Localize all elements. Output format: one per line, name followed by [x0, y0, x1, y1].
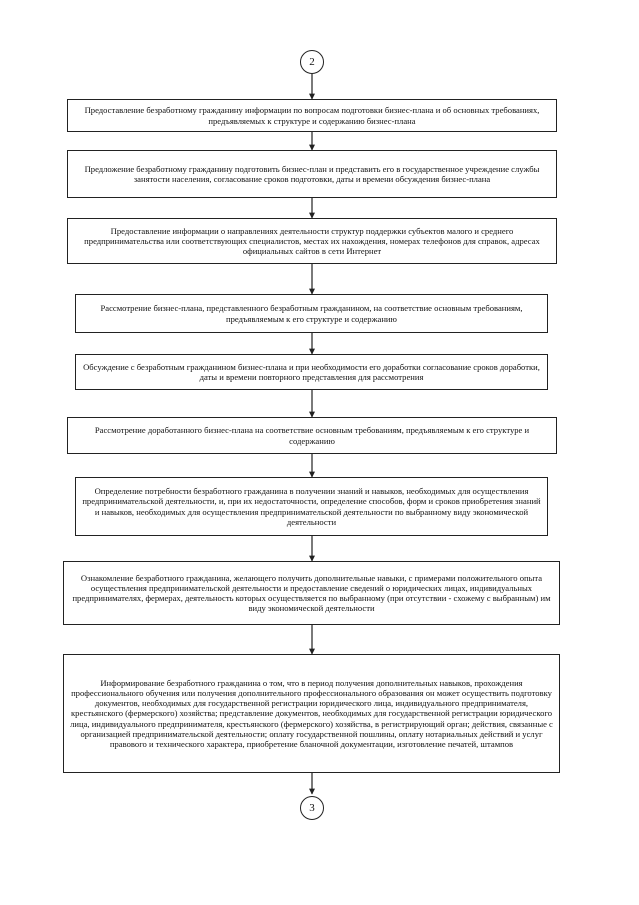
step-1: Предоставление безработному гражданину информации по вопросам подготовки бизнес-плана и об основных требованиях, предъявляемых к структуре и содержанию бизнес-плана [67, 99, 557, 132]
step-7: Определение потребности безработного гражданина в получении знаний и навыков, необходимых для осуществления предпринимательской деятельности, и, при их недостаточности, определение способов, форм и сроков приобретения знаний и навыков, необходимых для осуществления предпринимательской деятельности по выбранному виду экономической деятельности [75, 477, 548, 536]
step-8: Ознакомление безработного гражданина, желающего получить дополнительные навыки, с примерами положительного опыта осуществления предпринимательской деятельности и предоставление сведений о юридических лицах, индивидуальных предпринимателях, фермерах, деятельность которых осуществляется по выбранному (при отсутствии - схожему с выбранным) им виду экономической деятельности [63, 561, 560, 625]
step-5: Обсуждение с безработным гражданином бизнес-плана и при необходимости его доработки согласование сроков доработки, даты и времени повторного представления для рассмотрения [75, 354, 548, 390]
step-2: Предложение безработному гражданину подготовить бизнес-план и представить его в государственное учреждение службы занятости населения, согласование сроков подготовки, даты и времени обсуждения бизнес-плана [67, 150, 557, 198]
step-3: Предоставление информации о направлениях деятельности структур поддержки субъектов малого и среднего предпринимательства или соответствующих специалистов, местах их нахождения, номерах телефонов для справок, адресах официальных сайтов в сети Интернет [67, 218, 557, 264]
step-6: Рассмотрение доработанного бизнес-плана на соответствие основным требованиям, предъявляемым к его структуре и содержанию [67, 417, 557, 454]
connector-bottom: 3 [300, 796, 324, 820]
connector-top: 2 [300, 50, 324, 74]
step-9: Информирование безработного гражданина о том, что в период получения дополнительных навыков, прохождения профессионального обучения или получения дополнительного профессионального образования он может осуществить подготовку документов, необходимых для государственной регистрации юридического лица, индивидуального предпринимателя, крестьянского (фермерского) хозяйства; представление документов, необходимых для государственной регистрации юридического лица, индивидуального предпринимателя, крестьянского (фермерского) хозяйства, в регистрирующий орган; действия, связанные с организацией предпринимательской деятельности; оплату государственной пошлины, оплату нотариальных действий и услуг правового и технического характера, приобретение бланочной документации, изготовление печатей, штампов [63, 654, 560, 773]
step-4: Рассмотрение бизнес-плана, представленного безработным гражданином, на соответствие основным требованиям, предъявляемым к его структуре и содержанию [75, 294, 548, 333]
